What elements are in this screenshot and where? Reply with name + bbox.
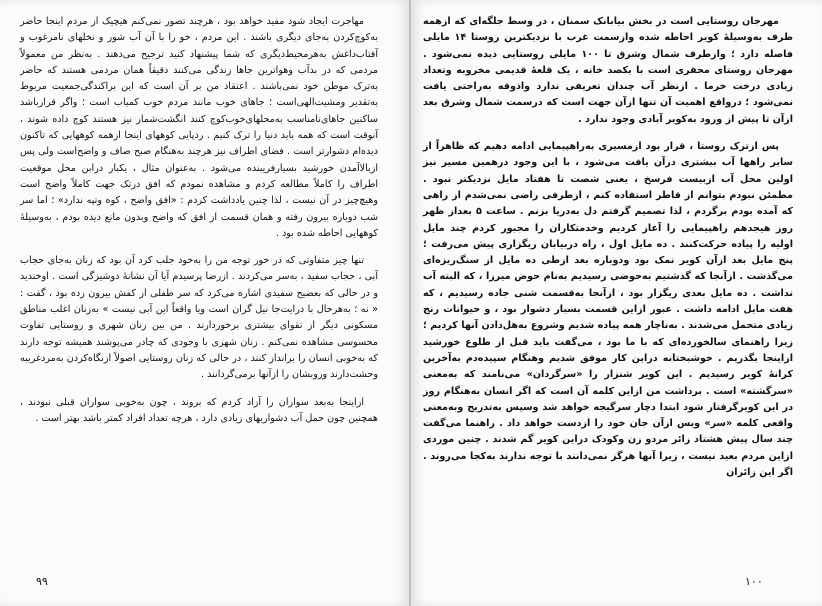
page-number: ۱۰۰ bbox=[745, 575, 763, 588]
page-number: ۹۹ bbox=[36, 575, 48, 588]
right-page bbox=[411, 0, 822, 606]
paragraph: تنها چیز متفاوتی که در خور توجه من را به‌خود جلب کرد آن بود که زنان به‌جای حجاب آبی ، حجاب سفید ، به‌سر می‌کردند . ازرضا پرسیدم آیا آن نشانهٔ دوشیزگی است . اوخندید و در حالی که بعضیح سفیدی اشاره می‌کرد که سر طفلی از کفش بیرون زده بود ، گفت : « نه ؛ به‌هرحال با درایت‌جا نیل گران است ویا واقعاً این آبی نیست » به‌زنان اغلب مناطق مسکونی دیگر از تقوای بیشتری برخوردارند . من بین زنان شهری و روستایی تفاوت محسوسی مشاهده نمی‌کنم . زنان شهری با وجودی که چادر می‌پوشند همیشه توجه دارند که به‌خوبی انسان را برانداز کنند ، در حالی که زنان روستایی اصولاً ازنگاه‌کردن به‌مردغریبه وحشت‌دارند وروبشان را ازآنها برمی‌گردانند . bbox=[20, 255, 378, 381]
paragraph: ازاینجا به‌بعد سواران را آزاد کردم که بروند ، چون به‌خوبی سواران قبلی نبودند ، همچنین چون حمل آب دشواریهای زیادی دارد ، هرچه تعداد افراد کمتر باشد بهتر است . bbox=[20, 396, 378, 424]
paragraph: پس ازترک روستا ، قرار بود ازمسیری به‌راهپیمایی ادامه دهیم که ظاهراً از سایر راهها آب بیشتری درآن یافت می‌شود ، با این وجود درهمین مسیر نیز اولین محل آب ازبیست فرسخ ، یعنی شصت تا هفتاد مایل نزدیکتر نبود . مطمئن نبودم بتوانم از قاطر استفاده کنم ، ازطرفی راضی نمی‌شدم از راهی که آمده بودم برگردم ، لذا تصمیم گرفتم دل به‌دریا بزنم . ساعت ۵ بعداز ظهر روز هیجدهم راهپیمایی را آغاز کردیم وخدمتکاران را مجبور کردم چند مایل اولیه را پیاده حرکت‌کنند . ده مایل اول ، راه دربیابان ریگزاری پیش می‌رفت ؛ پنج مایل بعد ازآن کویر نمک بود ودوباره بعد ازطی ده مایل از سنگ‌ریزه‌ای می‌گذشت . ازآنجا که گذشتیم به‌حوضی رسیدیم به‌نام حوض میرزا ، که البته آب نداشت . ده مایل بعدی ریگزار بود ، ازآنجا به‌قسمت شنی جاده رسیدیم ، که هفت مایل ادامه داشت . عبور ازاین قسمت بسیار دشوار بود ، و حیوانات رنج زیادی متحمل می‌شدند . به‌ناچار همه پیاده شدیم وشروع به‌هل‌دادن آنها کردیم ؛ زیرا راهنمای سالخورده‌ای که با ما بود ، می‌گفت باید قبل از طلوع خورشید ازاینجا بگذریم . خوشبختانه دراین کار موفق شدیم وهنگام سپیده‌دم به‌آخرین کرانهٔ کویر رسیدیم . این کویر شنزار را «سرگردان» می‌نامند که به‌معنی «سرگشته» است . برداشت من ازاین کلمه آن است که اگر انسان به‌هنگام روز در این کویرگرفتار شود ابتدا دچار سرگیجه خواهد شد وسپس به‌تدریج وبه‌معنی واقعی کلمه «سر» ویس ازآن جان خود را ازدست خواهد داد . راهنما می‌گفت چند سال پیش هشتاد زائر مردو زن وکودک دراین کویر گم شدند . چنین موردی ازاین مردم بعید نیست ، زیرا آنها هرگز نمی‌دانند با توجه ندارند به‌کجا می‌روند . اگر این زائران bbox=[423, 141, 793, 479]
left-page bbox=[0, 0, 409, 606]
left-page-body bbox=[20, 14, 378, 438]
paragraph: مهاجرت ایجاد شود مفید خواهد بود ، هرچند تصور نمی‌کنم هیچیک از مردم اینجا حاضر به‌کوچ‌کردن به‌جای دیگری باشند . این مردم ، خو را با آن آب شور و نخلهای نامرغوب و آفتاب‌داغش به‌هرمحیط‌دیگری که شما پیشنهاد کنید ترجیح می‌دهند . به‌نظر من معمولاً مردمی که در بدآب وهوا‌ترین جاها زندگی می‌کنند دقیقاً همان مردمی هستند که حاضر به‌ترک موطن خود نمی‌باشند . اعتقاد من بر آن است که این براکندگی‌جمعیت مربوط به‌تقدیر ومشیت‌الهی‌است ؛ جاهای خوب مانند مردم خوب کمیاب است ؛ واگر قراربا‌شد ساکنین جاهای‌نامناسب به‌محلهای‌خوب‌کوچ کنند انگشت‌شمار نیز هستند کوچ داده شوند ، آنوقت است که همه باید دنیا را ترک کنیم . ردپایی کوههای اینجا ازهمه کوههایی که تاکنون دیده‌ام دشوارتر است . فضای اطراف نیز هرچند به‌هنگام صبح صاف و واضح‌است ولی پس ازبالاآمدن خورشید بسیارفریبنده می‌شود . به‌عنوان مثال ، یکبار درابن محل موقعیت اطراف را کاملاً مطالعه کردم و مشاهده نمودم که افق درتک جهت کاملاً واضح است وهیچ‌چیز در آن نیست ، لذا چنین یادداشت کردم : «افق واضح ، کوه وتپه ندارد» ؛ اما سر شب دوباره بیرون رفته و همان قسمت از افق که واضح وبدون مانع دیده بودم ، به‌وسیلهٔ کوههایی احاطه شده بود . bbox=[20, 16, 378, 239]
right-page-body bbox=[423, 14, 793, 492]
paragraph: مهرجان روستایی است در بخش بیابانک سمنان ، در وسط جلگه‌ای که ازهمه طرف به‌وسیلهٔ کویر احاطه شده وازسمت غرب با نزدیکترین روستا ۱۴ مایلی فاصله دارد ؛ وازطرف شمال وشرق تا ۱۰۰ مایلی روستایی دیده نمی‌شود . مهرجان روستای محقری است با یکصد خانه ، یک قلعهٔ قدیمی مخروبه وتعداد زیادی درخت خرما . ازنظر آب چندان تعریفی ندارد واذوقه به‌راحتی یافت نمی‌شود ؛ درواقع اهمیت آن تنها ازآن جهت است که درسمت شمال وشرق بعد ازآن تا پیش از ورود به‌کویر آبادی وجود ندارد . bbox=[423, 16, 793, 125]
